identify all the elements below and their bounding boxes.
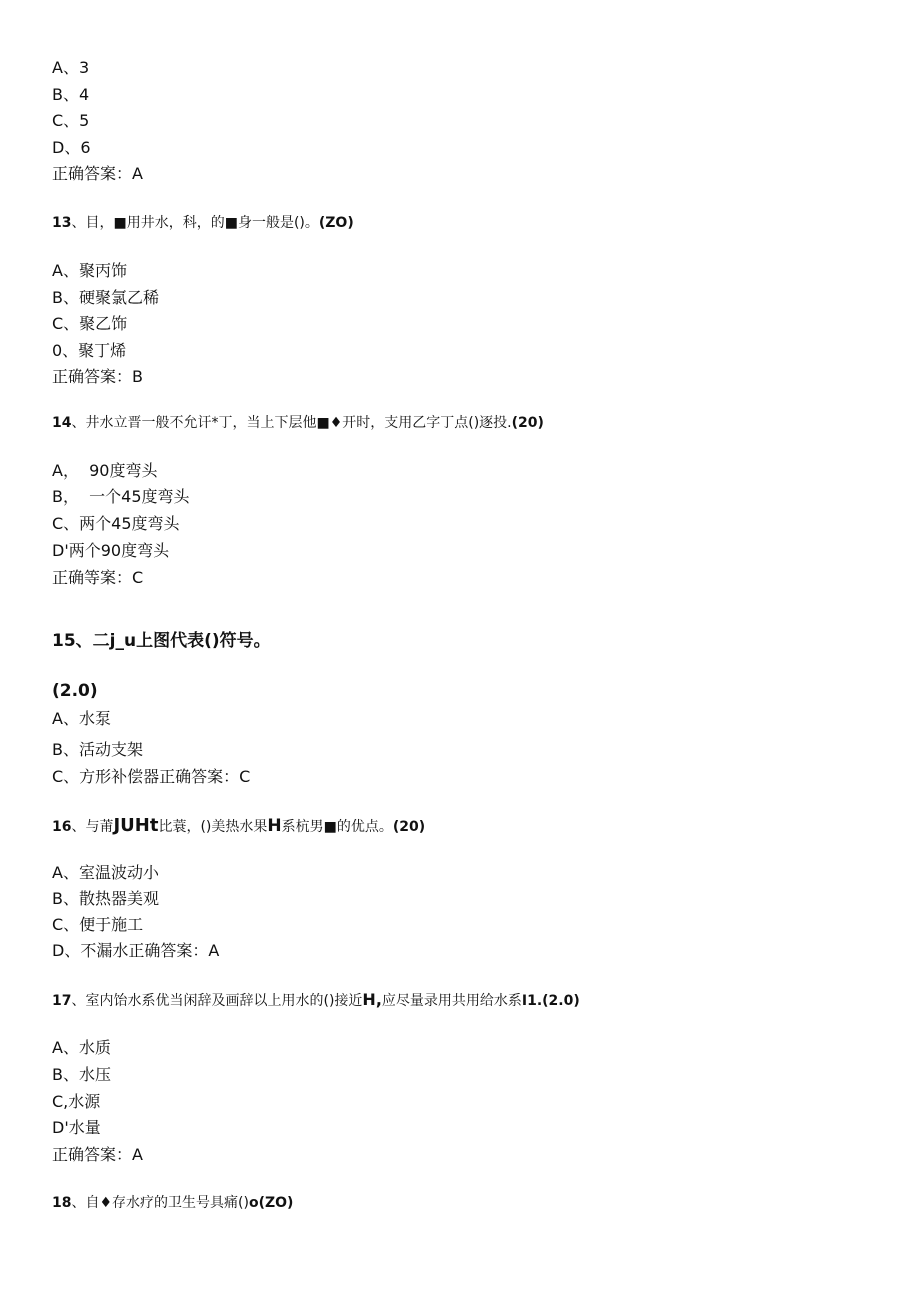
question-score: I1.(2.0) bbox=[521, 993, 580, 1009]
question-text: 、井水立晋一般不允讦*丁，当上下层他■♦开时，支用乙字丁点()逐投. bbox=[71, 415, 512, 431]
option-b: B、硬聚氯乙稀 bbox=[52, 288, 159, 307]
option-a bbox=[52, 263, 127, 279]
option-c: C、聚乙饰 bbox=[52, 314, 128, 333]
option-text: A、聚丙饰 bbox=[52, 261, 127, 280]
option-b: B、活动支架 bbox=[52, 740, 143, 759]
option-b: B、4 bbox=[52, 85, 90, 104]
question-text-bold: H, bbox=[362, 990, 382, 1009]
option-d: D、不漏水正确答案：A bbox=[52, 941, 220, 960]
option-c: C,水源 bbox=[52, 1092, 101, 1111]
question-number: 18 bbox=[52, 1195, 72, 1211]
option-d: D'两个90度弯头 bbox=[52, 541, 170, 560]
question-text: 系杭男■的优点。 bbox=[281, 819, 393, 835]
option-c: C、两个45度弯头 bbox=[52, 514, 180, 533]
option-a: A、室温波动小 bbox=[52, 863, 159, 882]
question-text: 、室内饴水系优当闲辞及画辞以上用水的()接近 bbox=[71, 993, 363, 1009]
question-score: o(ZO) bbox=[248, 1195, 294, 1211]
question-text: 、目，■用井水，科，的■身一般是()。 bbox=[71, 215, 319, 231]
question-14 bbox=[52, 416, 544, 430]
question-17 bbox=[52, 992, 580, 1008]
option-b: B、水压 bbox=[52, 1065, 111, 1084]
option-a: A、水质 bbox=[52, 1038, 111, 1057]
question-15: 15、二j_u上图代表()符号。 bbox=[52, 631, 271, 651]
question-13 bbox=[52, 216, 354, 230]
question-text: 、自♦存水疗的卫生号具痛() bbox=[71, 1195, 249, 1211]
question-score: (20) bbox=[511, 415, 544, 431]
option-c: C、便于施工 bbox=[52, 915, 144, 934]
option-d: D'水量 bbox=[52, 1118, 101, 1137]
question-text: 应尽量录用共用给水系 bbox=[381, 993, 522, 1009]
question-18 bbox=[52, 1196, 293, 1210]
option-c: C、方形补偿器正确答案：C bbox=[52, 767, 251, 786]
question-number: 16 bbox=[52, 819, 72, 835]
answer-line: 正确等案：C bbox=[52, 568, 144, 587]
answer-line: 正确答案：A bbox=[52, 1145, 143, 1164]
question-number: 17 bbox=[52, 993, 72, 1009]
question-number: 13 bbox=[52, 215, 72, 231]
question-text-bold: JUHt bbox=[113, 815, 159, 836]
option-a: A、3 bbox=[52, 58, 90, 77]
option-a: A， 90度弯头 bbox=[52, 461, 158, 480]
option-a: A、水泵 bbox=[52, 709, 111, 728]
question-text-bold: H bbox=[267, 816, 282, 836]
option-c: C、5 bbox=[52, 111, 90, 130]
question-score: (ZO) bbox=[318, 215, 354, 231]
answer-line: 正确答案：B bbox=[52, 367, 143, 386]
option-b: B、散热器美观 bbox=[52, 889, 159, 908]
question-number: 14 bbox=[52, 415, 72, 431]
option-d: D、6 bbox=[52, 138, 91, 157]
question-score: (2.0) bbox=[52, 681, 98, 701]
question-text: 、与莆 bbox=[71, 819, 114, 835]
question-text: 比蓑，()美热水果 bbox=[158, 819, 268, 835]
question-16 bbox=[52, 817, 425, 835]
answer-line: 正确答案：A bbox=[52, 164, 143, 183]
option-b: B， 一个45度弯头 bbox=[52, 487, 190, 506]
question-score: (20) bbox=[392, 819, 426, 835]
option-d: 0、聚丁烯 bbox=[52, 341, 127, 360]
